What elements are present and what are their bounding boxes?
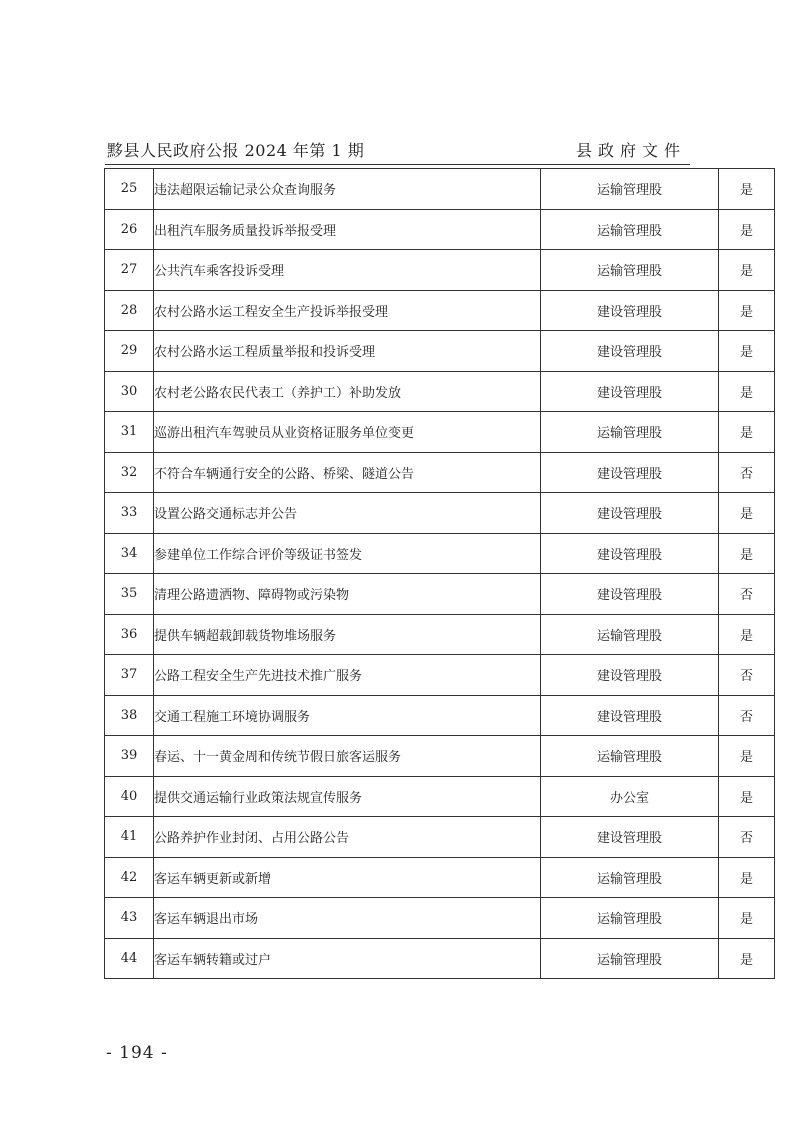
public-flag: 否 [719,574,775,615]
public-flag: 是 [719,412,775,453]
department: 建设管理股 [541,452,719,493]
public-flag: 是 [719,250,775,291]
table-row [105,533,775,574]
public-flag: 否 [719,817,775,858]
row-number: 26 [105,209,154,250]
table-row [105,290,775,331]
public-flag: 是 [719,290,775,331]
row-number: 42 [105,857,154,898]
department: 运输管理股 [541,938,719,979]
public-flag: 是 [719,776,775,817]
department: 建设管理股 [541,695,719,736]
table-row [105,574,775,615]
public-flag: 否 [719,655,775,696]
public-flag: 是 [719,857,775,898]
public-flag: 是 [719,736,775,777]
row-number: 38 [105,695,154,736]
service-name: 违法超限运输记录公众查询服务 [154,169,541,210]
table-row [105,614,775,655]
public-flag: 是 [719,169,775,210]
public-flag: 是 [719,614,775,655]
department: 运输管理股 [541,209,719,250]
table-row [105,736,775,777]
department: 运输管理股 [541,898,719,939]
table-row [105,169,775,210]
department: 建设管理股 [541,331,719,372]
service-name: 参建单位工作综合评价等级证书签发 [154,533,541,574]
table-row [105,452,775,493]
row-number: 30 [105,371,154,412]
service-name: 农村老公路农民代表工（养护工）补助发放 [154,371,541,412]
department: 运输管理股 [541,250,719,291]
table-row [105,776,775,817]
gazette-title: 黟县人民政府公报 2024 年第 1 期 [107,141,365,160]
service-name: 提供车辆超载卸载货物堆场服务 [154,614,541,655]
public-flag: 否 [719,452,775,493]
table-row [105,857,775,898]
department: 建设管理股 [541,655,719,696]
department: 运输管理股 [541,169,719,210]
public-flag: 是 [719,371,775,412]
page-number: - 194 - [106,1043,168,1063]
table-row [105,898,775,939]
row-number: 25 [105,169,154,210]
row-number: 35 [105,574,154,615]
service-name: 不符合车辆通行安全的公路、桥梁、隧道公告 [154,452,541,493]
table-row [105,655,775,696]
department: 办公室 [541,776,719,817]
public-flag: 是 [719,331,775,372]
service-table [104,168,775,979]
section-title: 县政府文件 [575,141,686,160]
public-flag: 是 [719,938,775,979]
public-flag: 否 [719,695,775,736]
table-row [105,695,775,736]
row-number: 28 [105,290,154,331]
table-row [105,371,775,412]
department: 建设管理股 [541,493,719,534]
department: 建设管理股 [541,574,719,615]
table-row [105,250,775,291]
table-row [105,938,775,979]
row-number: 40 [105,776,154,817]
service-name: 交通工程施工环境协调服务 [154,695,541,736]
row-number: 29 [105,331,154,372]
service-name: 春运、十一黄金周和传统节假日旅客运服务 [154,736,541,777]
public-flag: 是 [719,898,775,939]
service-name: 客运车辆转籍或过户 [154,938,541,979]
page-header [105,140,690,165]
row-number: 44 [105,938,154,979]
table-row [105,209,775,250]
row-number: 36 [105,614,154,655]
row-number: 37 [105,655,154,696]
row-number: 39 [105,736,154,777]
service-name: 巡游出租汽车驾驶员从业资格证服务单位变更 [154,412,541,453]
public-flag: 是 [719,493,775,534]
table-row [105,493,775,534]
row-number: 32 [105,452,154,493]
service-name: 出租汽车服务质量投诉举报受理 [154,209,541,250]
row-number: 31 [105,412,154,453]
service-name: 清理公路遗洒物、障碍物或污染物 [154,574,541,615]
public-flag: 是 [719,533,775,574]
table-row [105,412,775,453]
department: 运输管理股 [541,614,719,655]
row-number: 34 [105,533,154,574]
service-name: 公路工程安全生产先进技术推广服务 [154,655,541,696]
row-number: 41 [105,817,154,858]
row-number: 33 [105,493,154,534]
service-name: 客运车辆更新或新增 [154,857,541,898]
department: 建设管理股 [541,371,719,412]
department: 建设管理股 [541,290,719,331]
department: 建设管理股 [541,817,719,858]
service-name: 公路养护作业封闭、占用公路公告 [154,817,541,858]
department: 建设管理股 [541,533,719,574]
service-name: 农村公路水运工程安全生产投诉举报受理 [154,290,541,331]
table-row [105,331,775,372]
department: 运输管理股 [541,736,719,777]
row-number: 43 [105,898,154,939]
service-name: 公共汽车乘客投诉受理 [154,250,541,291]
department: 运输管理股 [541,412,719,453]
row-number: 27 [105,250,154,291]
service-name: 设置公路交通标志并公告 [154,493,541,534]
service-name: 提供交通运输行业政策法规宣传服务 [154,776,541,817]
public-flag: 是 [719,209,775,250]
service-name: 客运车辆退出市场 [154,898,541,939]
table-row [105,817,775,858]
department: 运输管理股 [541,857,719,898]
service-name: 农村公路水运工程质量举报和投诉受理 [154,331,541,372]
